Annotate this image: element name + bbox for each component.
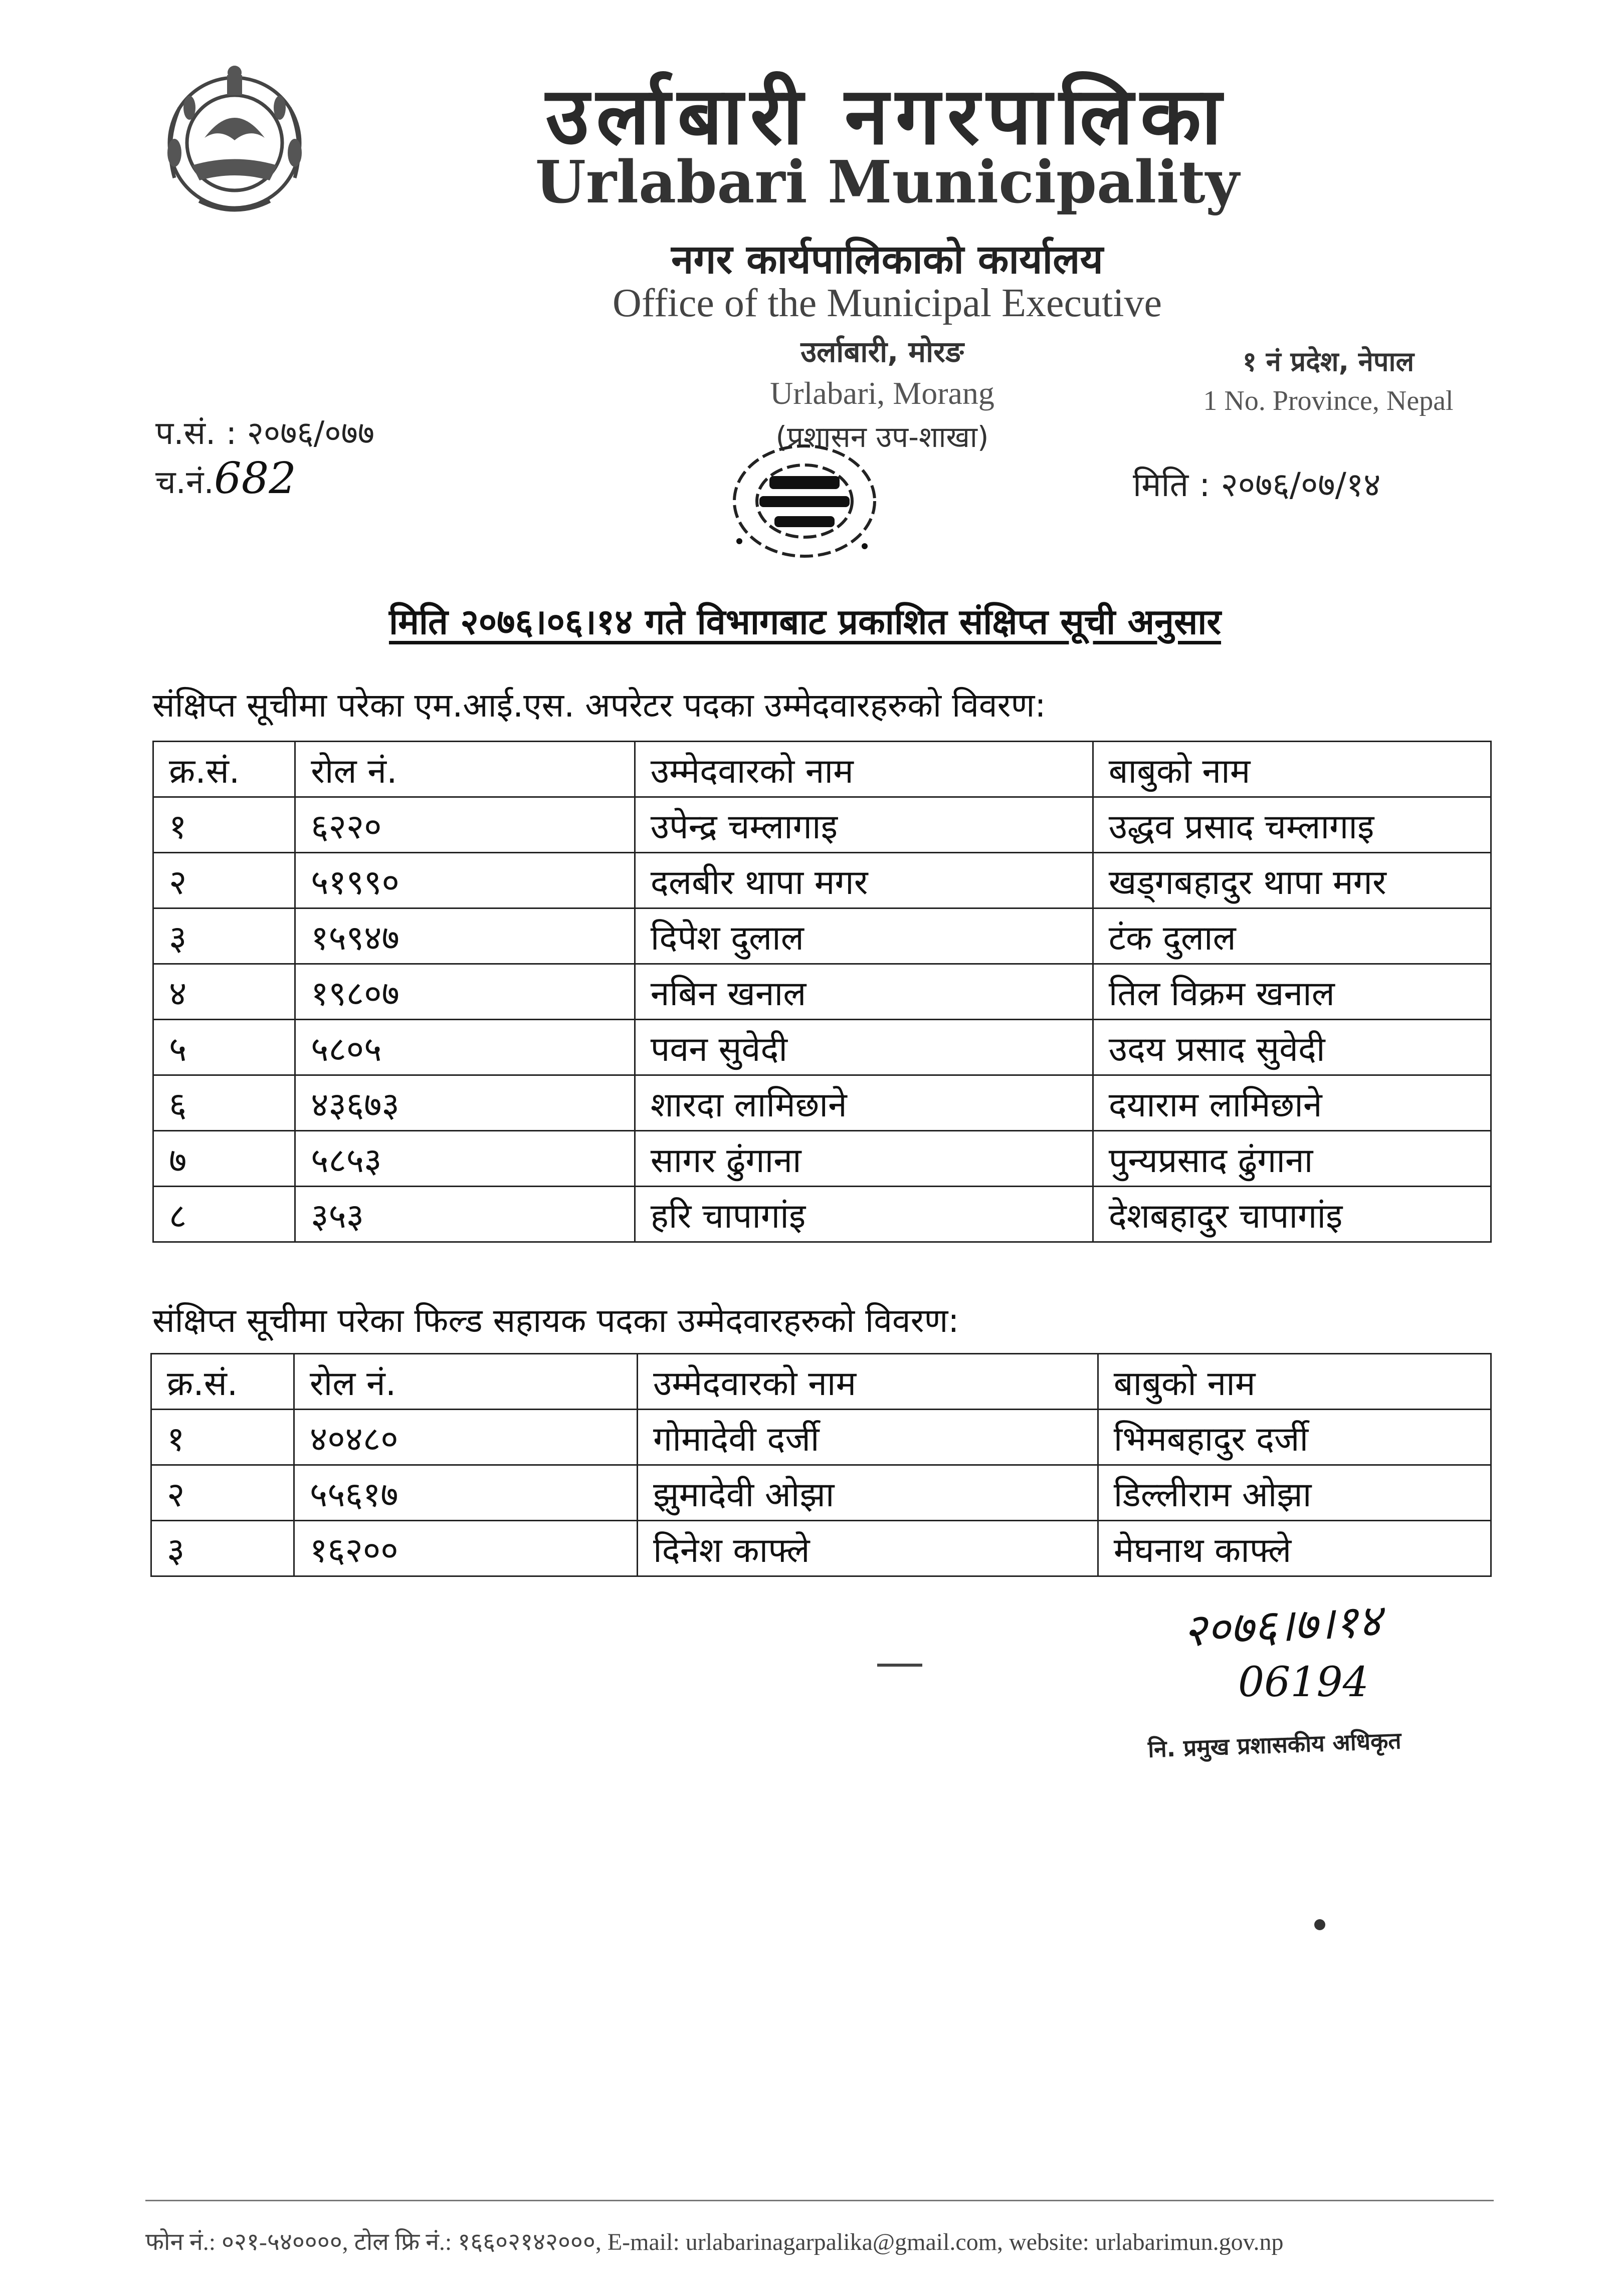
- header-father-name: बाबुको नाम: [1093, 742, 1491, 797]
- cell-serial: ८: [153, 1187, 295, 1242]
- table-row: [153, 908, 1491, 964]
- cell-roll-no: ३५३: [295, 1187, 635, 1242]
- table-row: [153, 1131, 1491, 1187]
- municipality-name-nepali: उर्लाबारी नगरपालिका: [545, 70, 1229, 162]
- cell-serial: ३: [151, 1521, 294, 1576]
- cell-roll-no: १९८०७: [295, 964, 635, 1020]
- cell-roll-no: ४०४८०: [294, 1410, 637, 1465]
- cell-serial: १: [153, 797, 295, 853]
- cell-candidate-name: दिपेश दुलाल: [635, 908, 1093, 964]
- cell-roll-no: १५९४७: [295, 908, 635, 964]
- chalani-number-value: 682: [214, 453, 297, 504]
- office-name-nepali: नगर कार्यपालिकाको कार्यालय: [671, 236, 1103, 283]
- cell-father-name: उदय प्रसाद सुवेदी: [1093, 1020, 1491, 1075]
- cell-candidate-name: शारदा लामिछाने: [635, 1075, 1093, 1131]
- cell-father-name: मेघनाथ काफ्ले: [1098, 1521, 1491, 1576]
- cell-father-name: देशबहादुर चापागांइ: [1093, 1187, 1491, 1242]
- header-serial: क्र.सं.: [153, 742, 295, 797]
- table-row: [151, 1465, 1491, 1521]
- cell-candidate-name: हरि चापागांइ: [635, 1187, 1093, 1242]
- table-row: [153, 797, 1491, 853]
- cell-serial: २: [153, 853, 295, 908]
- cell-father-name: दयाराम लामिछाने: [1093, 1075, 1491, 1131]
- header-serial: क्र.सं.: [151, 1354, 294, 1410]
- header-roll-no: रोल नं.: [294, 1354, 637, 1410]
- cell-roll-no: ४३६७३: [295, 1075, 635, 1131]
- header-candidate-name: उम्मेदवारको नाम: [638, 1354, 1098, 1410]
- cell-roll-no: ५१९९०: [295, 853, 635, 908]
- cell-serial: ६: [153, 1075, 295, 1131]
- cell-serial: ३: [153, 908, 295, 964]
- table-row: [153, 1020, 1491, 1075]
- header-father-name: बाबुको नाम: [1098, 1354, 1491, 1410]
- signature-scrawl: २०७६।७।१४: [1181, 1594, 1383, 1658]
- cell-candidate-name: झुमादेवी ओझा: [638, 1465, 1098, 1521]
- table-row: [153, 1187, 1491, 1242]
- province-english: 1 No. Province, Nepal: [1203, 385, 1454, 416]
- patra-sankhya: [155, 410, 374, 453]
- mis-operator-candidates-table: [152, 741, 1492, 1243]
- cell-roll-no: ६२२०: [295, 797, 635, 853]
- cell-father-name: भिमबहादुर दर्जी: [1098, 1410, 1491, 1465]
- location-english: Urlabari, Morang: [770, 375, 994, 411]
- header-roll-no: रोल नं.: [295, 742, 635, 797]
- subsection-label: (प्रशासन उप-शाखा): [775, 420, 989, 454]
- cell-father-name: उद्धव प्रसाद चम्लागाइ: [1093, 797, 1491, 853]
- cell-candidate-name: उपेन्द्र चम्लागाइ: [635, 797, 1093, 853]
- table-row: [153, 1075, 1491, 1131]
- cell-father-name: डिल्लीराम ओझा: [1098, 1465, 1491, 1521]
- subject-line: [0, 596, 1610, 644]
- cell-candidate-name: गोमादेवी दर्जी: [638, 1410, 1098, 1465]
- cell-father-name: पुन्यप्रसाद ढुंगाना: [1093, 1131, 1491, 1187]
- cell-roll-no: १६२००: [294, 1521, 637, 1576]
- cell-candidate-name: सागर ढुंगाना: [635, 1131, 1093, 1187]
- cell-candidate-name: दलबीर थापा मगर: [635, 853, 1093, 908]
- section-mis-operator-title: संक्षिप्त सूचीमा परेका एम.आई.एस. अपरेटर पदका उम्मेदवारहरुको विवरण:: [152, 686, 1046, 725]
- cell-father-name: तिल विक्रम खनाल: [1093, 964, 1491, 1020]
- table-row: [151, 1410, 1491, 1465]
- subject-text: मिति २०७६।०६।१४ गते विभागबाट प्रकाशित संक्षिप्त सूची अनुसार: [388, 601, 1222, 642]
- scan-mark: [877, 1664, 922, 1667]
- cell-father-name: टंक दुलाल: [1093, 908, 1491, 964]
- province-nepali: १ नं प्रदेश, नेपाल: [1242, 346, 1415, 377]
- cell-candidate-name: नबिन खनाल: [635, 964, 1093, 1020]
- table-header-row: [153, 742, 1491, 797]
- header-candidate-name: उम्मेदवारको नाम: [635, 742, 1093, 797]
- location-nepali: उर्लाबारी, मोरङ: [800, 335, 964, 369]
- office-name-english: Office of the Municipal Executive: [613, 281, 1162, 325]
- cell-serial: ७: [153, 1131, 295, 1187]
- table-row: [153, 853, 1491, 908]
- footer-divider: [145, 2200, 1494, 2201]
- letter-date: मिति : २०७६/०७/१४: [1133, 466, 1381, 504]
- cell-roll-no: ५५६१७: [294, 1465, 637, 1521]
- section-field-assistant-title: संक्षिप्त सूचीमा परेका फिल्ड सहायक पदका उम्मेदवारहरुको विवरण:: [152, 1301, 959, 1340]
- cell-father-name: खड्गबहादुर थापा मगर: [1093, 853, 1491, 908]
- patra-sankhya-value: २०७६/०७७: [247, 415, 375, 452]
- patra-sankhya-label: प.सं. :: [155, 415, 247, 452]
- cell-serial: १: [151, 1410, 294, 1465]
- table-row: [151, 1521, 1491, 1576]
- scan-speck: [1314, 1919, 1325, 1930]
- table-row: [153, 964, 1491, 1020]
- cell-serial: ४: [153, 964, 295, 1020]
- nepal-emblem-logo: [144, 53, 325, 223]
- municipality-name-english: Urlabari Municipality: [535, 148, 1240, 216]
- signatory-title: नि. प्रमुख प्रशासकीय अधिकृत: [1147, 1727, 1402, 1763]
- footer-contact: फोन नं.: ०२१-५४००००, टोल फ्रि नं.: १६६०२१४२०००, E-mail: urlabarinagarpalika@gmail.com, website: urlabarimun.gov.np: [145, 2229, 1284, 2255]
- signature-date: 06194: [1238, 1659, 1369, 1706]
- field-assistant-candidates-table: [150, 1353, 1492, 1577]
- cell-candidate-name: दिनेश काफ्ले: [638, 1521, 1098, 1576]
- chalani-number-label: च.नं.: [155, 464, 214, 501]
- table-header-row: [151, 1354, 1491, 1410]
- office-stamp: [699, 441, 910, 571]
- cell-roll-no: ५८०५: [295, 1020, 635, 1075]
- chalani-number: [155, 453, 296, 504]
- cell-candidate-name: पवन सुवेदी: [635, 1020, 1093, 1075]
- cell-serial: ५: [153, 1020, 295, 1075]
- cell-roll-no: ५८५३: [295, 1131, 635, 1187]
- cell-serial: २: [151, 1465, 294, 1521]
